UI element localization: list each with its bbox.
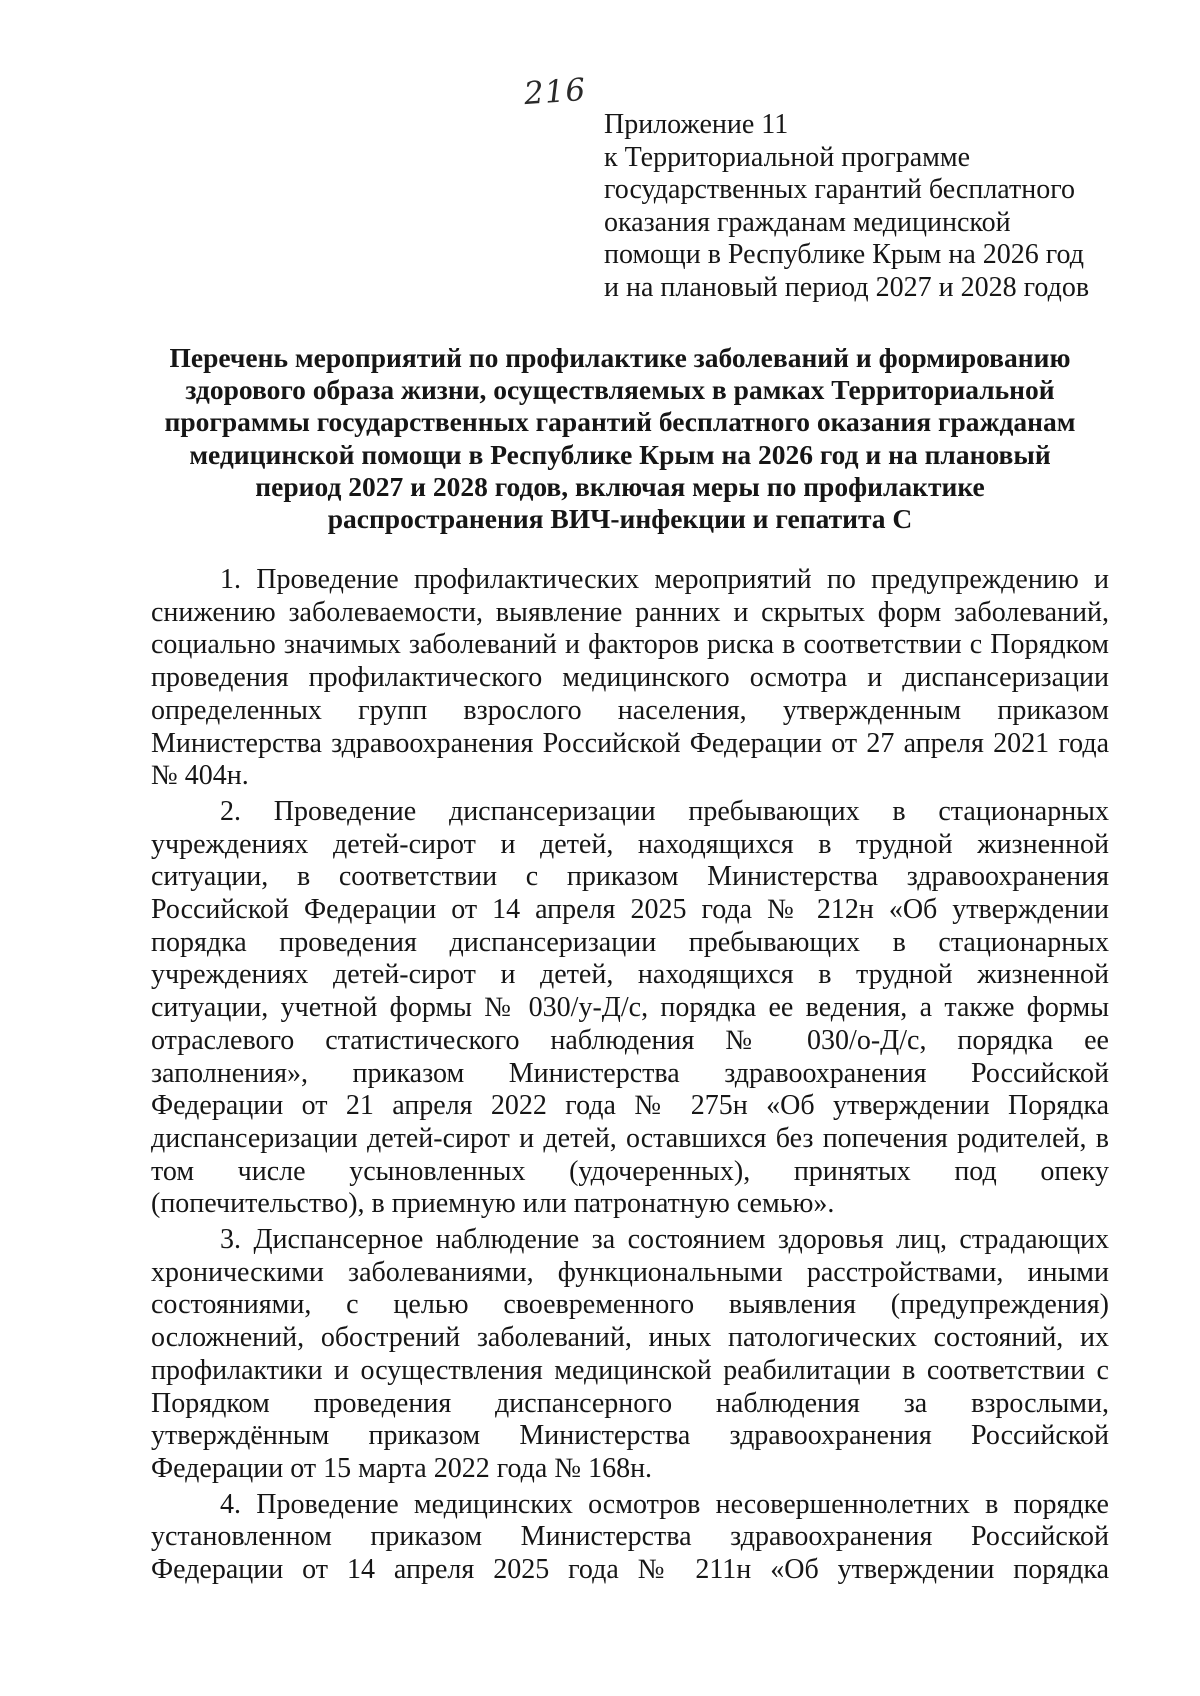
appendix-header [604,109,1144,304]
appendix-line: и на плановый период 2027 и 2028 годов [604,271,1090,303]
title-line: распространения ВИЧ-инфекции и гепатита С [327,503,913,535]
paragraph-1 [151,564,1109,793]
paragraph-line: хроническими заболеваниями, функциональными расстройствами, иными [151,1256,1109,1288]
appendix-line: оказания гражданам медицинской [604,206,1011,238]
paragraph-line: определенных групп взрослого населения, утвержденным приказом [151,694,1109,726]
paragraph-line: учреждениях детей-сирот и детей, находящихся в трудной жизненной [151,828,1109,860]
paragraph-line: осложнений, обострений заболеваний, иных патологических состояний, их [151,1322,1109,1354]
handwritten-page-number: 216 [522,71,588,113]
paragraph-line: Федерации от 21 апреля 2022 года № 275н «Об утверждении Порядка [151,1090,1109,1122]
document-title [140,342,1100,535]
paragraph-2 [151,796,1109,1221]
paragraph-line: отраслевого статистического наблюдения № 030/о-Д/с, порядка ее [151,1024,1109,1056]
paragraph-line: том числе усыновленных (удочеренных), принятых под опеку [151,1155,1109,1187]
paragraph-line: Порядком проведения диспансерного наблюдения за взрослыми, [151,1387,1109,1419]
appendix-line: помощи в Республике Крым на 2026 год [604,239,1084,270]
paragraph-line: состояниями, с целью своевременного выявления (предупреждения) [151,1289,1109,1321]
appendix-line: к Территориальной программе [604,141,971,173]
paragraph-line: заполнения», приказом Министерства здравоохранения Российской [151,1057,1109,1089]
paragraph-line: диспансеризации детей-сирот и детей, оставшихся без попечения родителей, в [151,1122,1109,1154]
paragraph-line: 2. Проведение диспансеризации пребывающих в стационарных [220,795,1109,827]
paragraph-line: проведения профилактического медицинского осмотра и диспансеризации [151,662,1109,694]
title-line: Перечень мероприятий по профилактике заболеваний и формированию [169,342,1071,373]
paragraph-line: Российской Федерации от 14 апреля 2025 года № 212н «Об утверждении [151,894,1109,926]
paragraph-line: ситуации, в соответствии с приказом Министерства здравоохранения [151,861,1109,893]
paragraph-line: учреждениях детей-сирот и детей, находящихся в трудной жизненной [151,959,1109,991]
paragraph-line: Федерации от 15 марта 2022 года № 168н. [151,1452,653,1484]
paragraph-line: установленном приказом Министерства здравоохранения Российской [151,1521,1109,1553]
appendix-line: государственных гарантий бесплатного [604,174,1076,205]
paragraph-line: порядка проведения диспансеризации пребывающих в стационарных [151,926,1109,958]
title-line: медицинской помощи в Республике Крым на 2026 год и на плановый [189,438,1051,470]
paragraph-line: 1. Проведение профилактических мероприятий по предупреждению и [220,564,1109,595]
title-line: период 2027 и 2028 годов, включая меры по профилактике [255,470,985,502]
appendix-line: Приложение 11 [604,109,789,140]
paragraph-3 [151,1224,1109,1486]
title-line: программы государственных гарантий бесплатного оказания гражданам [164,406,1076,438]
paragraph-line: 3. Диспансерное наблюдение за состоянием здоровья лиц, страдающих [220,1224,1109,1256]
paragraph-line: 4. Проведение медицинских осмотров несовершеннолетних в порядке [220,1488,1109,1520]
paragraph-line: Министерства здравоохранения Российской Федерации от 27 апреля 2021 года [151,727,1109,759]
paragraph-line: снижению заболеваемости, выявление ранних и скрытых форм заболеваний, [151,596,1109,628]
document-body [151,564,1109,1587]
paragraph-line: профилактики и осуществления медицинской реабилитации в соответствии с [151,1354,1109,1386]
paragraph-line: (попечительство), в приемную или патронатную семью». [151,1188,835,1220]
paragraph-4 [151,1489,1109,1587]
paragraph-line: № 404н. [151,760,249,792]
paragraph-line: социально значимых заболеваний и факторов риска в соответствии с Порядком [151,629,1109,661]
title-line: здорового образа жизни, осуществляемых в рамках Территориальной [185,374,1055,406]
paragraph-line: Федерации от 14 апреля 2025 года № 211н «Об утверждении порядка [151,1554,1109,1586]
paragraph-line: ситуации, учетной формы № 030/у-Д/с, порядка ее ведения, а также формы [151,992,1109,1024]
paragraph-line: утверждённым приказом Министерства здравоохранения Российской [151,1420,1109,1452]
